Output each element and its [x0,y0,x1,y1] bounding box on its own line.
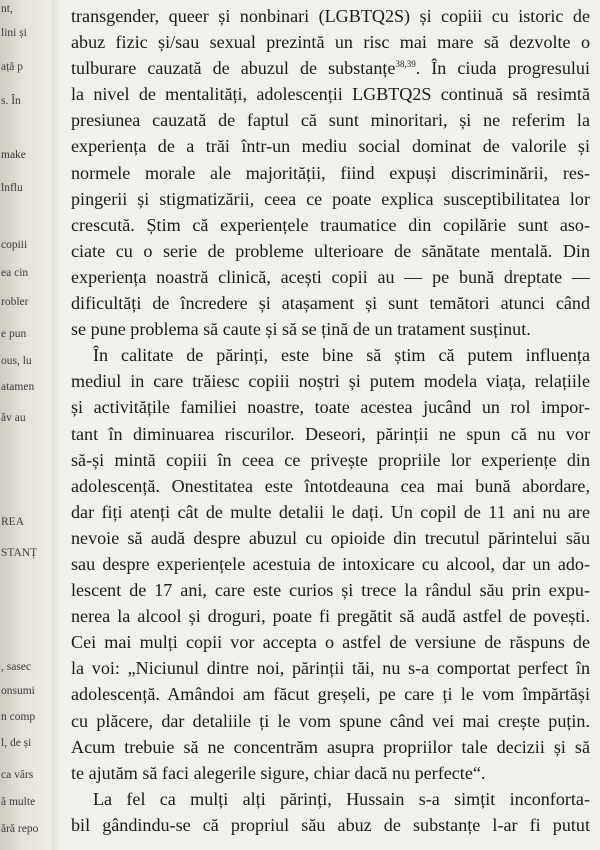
margin-fragment: ăv au [1,412,26,424]
text-line: dificultăți de încredere și atașament și sunt temători atunci când [71,293,590,314]
text-line [71,55,590,81]
margin-fragment: s. În [1,95,21,107]
book-page-text [71,3,590,838]
text-line: cu plăcere, dar detaliile ți le vom spune când vei mai crește puțin. [71,710,590,731]
text-line: ciate cu o serie de probleme ulterioare de sănătate mentală. Din [71,240,590,261]
margin-fragment: l, de și [1,737,32,749]
text-line: abuz fizic și/sau sexual prezintă un risc mai mare să dezvolte o [71,32,590,53]
page-binding-shadow [52,0,60,850]
margin-fragment: , sasec [1,661,32,673]
text-line: Cei mai mulți copii vor accepta o astfel de versiune de răspuns de [71,632,590,653]
text-line: adolescență. Amândoi am făcut greșeli, pe care ți le vom împărtăși [71,684,590,705]
text-line: la nivel de mentalități, adolescenții LGBTQ2S continuă să resimtă [71,84,590,105]
margin-fragment: e pun [1,328,27,340]
margin-fragment: atamen [1,381,35,393]
margin-fragment: copiii [1,239,28,251]
margin-fragment: lnflu [1,182,23,194]
margin-fragment: STANȚ [1,547,38,559]
margin-fragment: make [1,149,26,161]
citation-superscript: 38,39 [395,59,416,70]
text-line: Acum trebuie să ne concentrăm asupra propriilor tale decizii și să [71,736,590,757]
text-line: bil gândindu-se că propriul său abuz de substanțe l-ar fi putut [71,814,590,835]
margin-fragment: REA [1,516,24,528]
text-line: lescent de 17 ani, care este curios și trece la rândul său prin expu- [71,580,590,601]
margin-fragment: ea cin [1,267,29,279]
margin-fragment: lini și [1,27,27,39]
text-line: sau despre experiențele acestuia de intoxicare cu alcool, dar un ado- [71,553,590,574]
text-line: crescută. Știm că experiențele traumatice din copilărie sunt aso- [71,214,590,235]
text-line: transgender, queer și nonbinari (LGBTQ2S) și copiii cu istoric de [71,6,590,26]
text-line: să-și mintă copiii în ceea ce privește propriile lor experiențe din [71,449,590,470]
margin-fragment: n comp [1,711,36,723]
text-line: la voi: „Niciunul dintre noi, părinții tăi, nu s-a comportat perfect în [71,658,590,679]
margin-fragment: ață p [1,61,24,73]
text-line-part: tulburare cauzată de abuzul de substanțe [71,58,396,79]
text-line: pingerii și stigmatizării, ceea ce poate explica susceptibilitatea lor [71,188,590,209]
text-line: și activitățile familiei noastre, toate acestea jucând un rol impor- [71,397,590,418]
margin-fragment: ous, lu [1,355,32,367]
text-line: experiența de a trăi într-un mediu social dominat de valorile și [71,136,590,157]
margin-fragment: ără repo [1,823,39,835]
text-line: dar fiți atenți cât de multe detalii le dați. Un copil de 11 ani nu are [71,501,590,522]
text-line: presiunea cauzată de faptul că sunt minoritari, și ne referim la [71,110,590,131]
margin-fragment: ca vârs [1,769,34,781]
text-line: adolescență. Onestitatea este întotdeauna cea mai bună abordare, [71,475,590,496]
margin-fragment: robler [1,296,29,308]
margin-fragment: onsumi [1,685,35,697]
text-line: normele morale ale majorității, fiind expuși discriminării, res- [71,162,590,183]
text-line: mediul in care trăiesc copiii noștri și putem modela viața, relațiile [71,371,590,392]
text-line: nevoie să audă despre abuzul cu opioide din trecutul părintelui său [71,527,590,548]
text-line: tant în diminuarea riscurilor. Deseori, părinții ne spun că nu vor [71,423,590,444]
text-line: te ajutăm să faci alegerile sigure, chiar dacă nu perfecte“. [71,762,486,783]
facing-page-margin [0,0,60,850]
margin-fragment: ă multe [1,796,36,808]
text-line-part: . În ciuda progresului [415,58,590,79]
text-line: La fel ca mulți alți părinți, Hussain s-a simțit inconforta- [93,788,590,809]
margin-fragment: nt, [1,3,13,15]
text-line: nerea la alcool și droguri, poate fi pregătit să audă astfel de povești. [71,606,590,627]
text-line: În calitate de părinți, este bine să știm că putem influența [93,345,590,366]
text-line: se pune problema să caute și să se țină de un tratament susținut. [71,319,531,340]
text-line: experiența noastră clinică, acești copii au — pe bună dreptate — [71,266,590,287]
